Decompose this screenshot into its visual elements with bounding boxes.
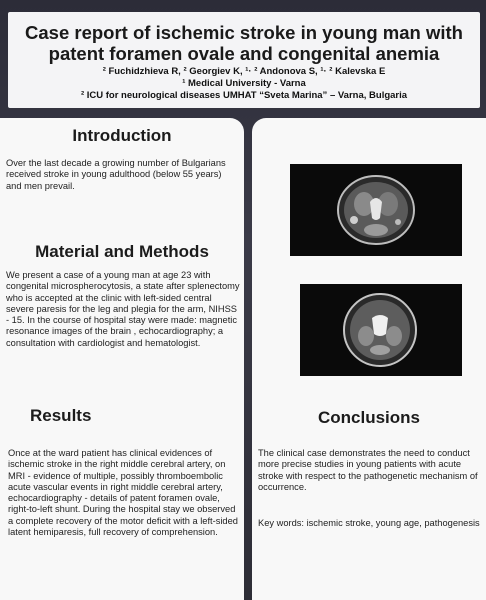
conclusions-text: The clinical case demonstrates the need to conduct more precise studies in young patients with acute stroke with respect to the pathogenetic mechanism of occurrence.: [258, 448, 478, 492]
left-panel: [0, 118, 244, 600]
poster-title: [16, 22, 472, 64]
mri-image-1: [290, 164, 462, 256]
results-heading: Results: [30, 406, 92, 425]
keywords-text: Key words: ischemic stroke, young age, pathogenesis: [258, 518, 480, 528]
authors: ² Fuchidzhieva R, ² Georgiev K, ¹· ² Andonova S, ¹· ² Kalevska E: [102, 66, 386, 77]
mri-image-2: [300, 284, 462, 376]
mri-brain-scan-1: [290, 164, 462, 256]
mri-brain-scan-2: [300, 284, 462, 376]
right-panel: [252, 118, 486, 600]
affiliation-1: ¹ Medical University - Varna: [182, 78, 306, 89]
methods-text: We present a case of a young man at age 23 with congenital microspherocytosis, a state after splenectomy who is accepted at the clinic with left-sided central severe paresis for the leg and plegia for the arm, NIHSS - 15. In the course of hospital stay were made: magnetic resonance images of the brain , echocardiography; a consultation with cardiologist and hematologist.: [6, 270, 240, 348]
methods-heading: Material and Methods: [35, 242, 209, 261]
introduction-text: Over the last decade a growing number of Bulgarians received stroke in young adulthood (below 55 years) and men prevail.: [6, 158, 226, 191]
affiliation-2: ² ICU for neurological diseases UMHAT “Sveta Marina” – Varna, Bulgaria: [80, 90, 408, 101]
conclusions-heading: Conclusions: [317, 408, 420, 427]
poster-header: [8, 12, 480, 108]
title-line-2: patent foramen ovale and congenital anemia: [48, 43, 440, 64]
results-text: Once at the ward patient has clinical evidences of ischemic stroke in the right middle cerebral artery, on MRI - evidence of multiple, possibly thromboembolic acute vascular events in right middle cerebral artery, echocardiography - details of patent foramen ovale, right-to-left shunt. During the hospital stay we observed a complete recovery of the motor deficit with a left-sided latent hemiparesis, full recovery of comprehension.: [8, 448, 238, 538]
title-line-1: Case report of ischemic stroke in young man with: [25, 22, 463, 43]
introduction-heading: Introduction: [72, 126, 172, 145]
